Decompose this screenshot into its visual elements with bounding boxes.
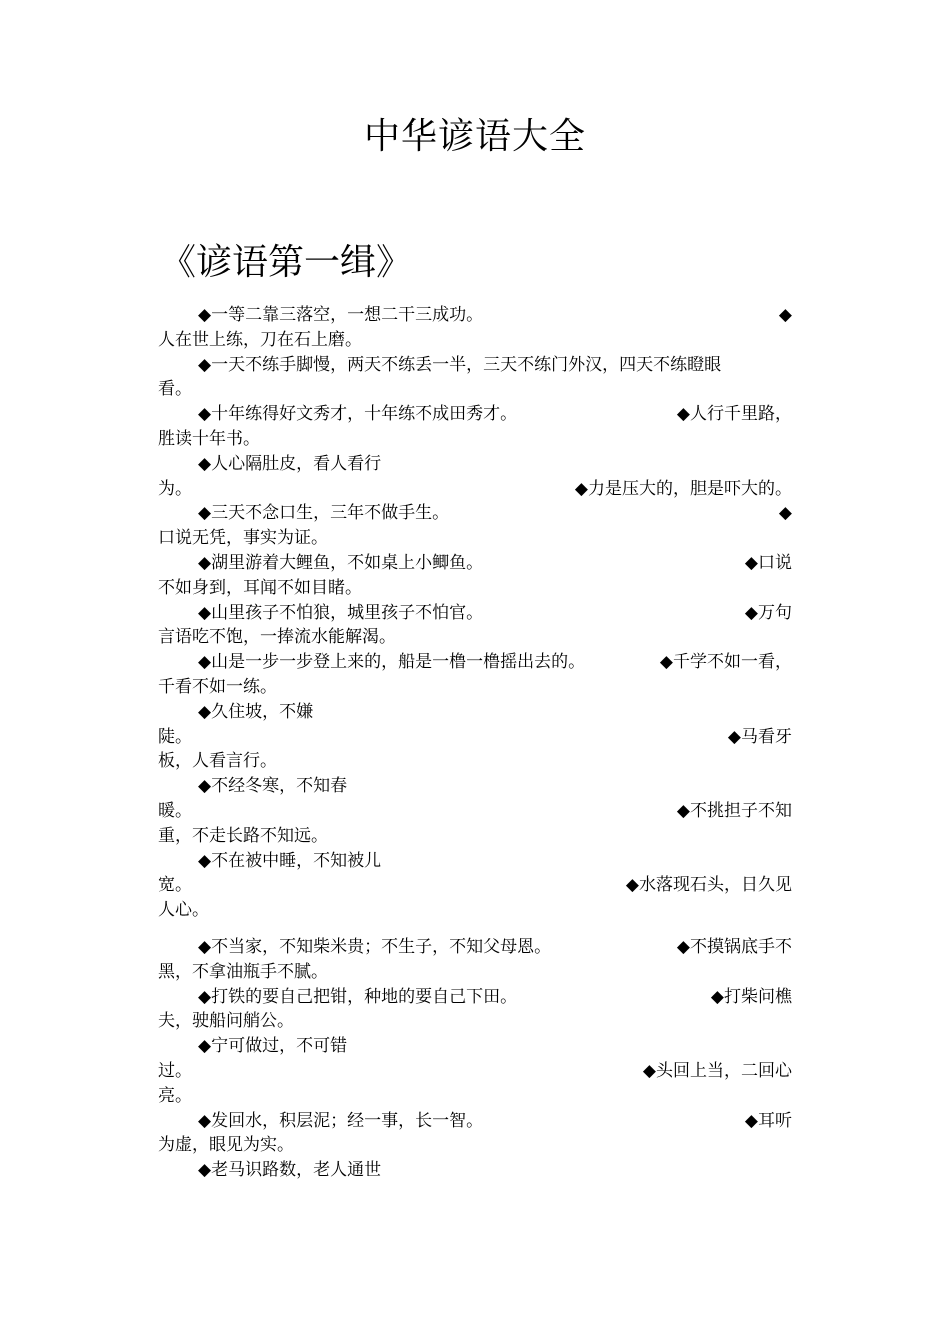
- text-line: [158, 650, 792, 675]
- proverb-text-right: ◆头回上当，二回心: [642, 1061, 792, 1081]
- proverb-text-right: ◆口说: [744, 553, 792, 573]
- line-start-text: 夫，驶船问艄公。: [158, 1011, 294, 1032]
- line-start-text: 过。: [158, 1061, 192, 1081]
- text-line: [158, 501, 792, 526]
- proverb-text: ◆不当家，不知柴米贵；不生子，不知父母恩。: [198, 937, 552, 957]
- proverb-text: ◆山是一步一步登上来的，船是一橹一橹摇出去的。: [198, 652, 586, 673]
- line-start-text: 重，不走长路不知远。: [158, 825, 328, 846]
- line-start-text: 陡。: [158, 726, 192, 747]
- text-line: [158, 935, 792, 960]
- text-line: [158, 576, 792, 601]
- proverb-text-right: ◆不挑担子不知: [676, 801, 792, 821]
- text-line: [158, 1084, 792, 1109]
- line-start-text: 暖。: [158, 801, 192, 821]
- text-line: [158, 675, 792, 700]
- text-line: [158, 1109, 792, 1134]
- proverb-text-right: ◆不摸锅底手不: [676, 937, 792, 957]
- line-start-text: 宽。: [158, 875, 192, 896]
- text-line: [158, 1059, 792, 1084]
- proverb-text: ◆一等二靠三落空，一想二干三成功。: [198, 305, 484, 325]
- proverb-text: ◆十年练得好文秀才，十年练不成田秀才。: [198, 404, 518, 425]
- line-start-text: 为。: [158, 478, 192, 499]
- line-start-text: 胜读十年书。: [158, 429, 260, 449]
- text-line: [158, 427, 792, 452]
- line-start-text: 看。: [158, 379, 192, 400]
- text-line: [158, 1133, 792, 1158]
- section-title: 《谚语第一缉》: [160, 242, 413, 283]
- proverb-text: ◆湖里游着大鲤鱼，不如桌上小鲫鱼。: [198, 553, 484, 573]
- line-start-text: 亮。: [158, 1085, 192, 1106]
- line-start-text: 不如身到，耳闻不如目睹。: [158, 577, 362, 598]
- text-line: [158, 725, 792, 750]
- proverb-text: ◆久住坡，不嫌: [198, 701, 314, 722]
- proverb-text: ◆不经冬寒，不知春: [198, 776, 348, 797]
- text-line: [158, 625, 792, 650]
- proverb-text-right: ◆力是压大的，胆是吓大的。: [574, 478, 792, 499]
- proverb-text-right: ◆马看牙: [727, 726, 792, 747]
- proverb-text-right: ◆打柴问樵: [710, 986, 792, 1007]
- line-start-text: 黑，不拿油瓶手不腻。: [158, 961, 328, 982]
- proverb-text: ◆山里孩子不怕狼，城里孩子不怕官。: [198, 602, 484, 623]
- proverb-text: ◆宁可做过，不可错: [198, 1036, 348, 1057]
- line-start-text: 千看不如一练。: [158, 677, 277, 697]
- text-line: [158, 960, 792, 985]
- text-line: [158, 303, 792, 328]
- proverb-text-right: ◆千学不如一看，: [659, 652, 792, 673]
- proverb-text-right: ◆万句: [744, 602, 792, 623]
- text-line: [158, 749, 792, 774]
- text-line: [158, 824, 792, 849]
- text-line: [158, 477, 792, 502]
- text-line: [158, 1034, 792, 1059]
- text-line: [158, 898, 792, 923]
- text-line: [158, 873, 792, 898]
- text-line: [158, 328, 792, 353]
- line-start-text: 言语吃不饱，一捧流水能解渴。: [158, 627, 396, 648]
- proverb-text: ◆打铁的要自己把钳，种地的要自己下田。: [198, 986, 518, 1007]
- text-line: [158, 377, 792, 402]
- line-start-text: 人心。: [158, 900, 209, 921]
- text-line: [158, 799, 792, 824]
- text-line: [158, 601, 792, 626]
- proverb-text: ◆一天不练手脚慢，两天不练丢一半，三天不练门外汉，四天不练瞪眼: [198, 354, 722, 375]
- text-line: [158, 774, 792, 799]
- proverb-text: ◆三天不念口生，三年不做手生。: [198, 503, 450, 524]
- proverb-text: ◆发回水，积层泥；经一事，长一智。: [198, 1110, 484, 1131]
- text-line: [158, 353, 792, 378]
- line-start-text: 板，人看言行。: [158, 751, 277, 772]
- document-title: 中华谚语大全: [363, 116, 586, 157]
- text-line: [158, 526, 792, 551]
- text-line: [158, 551, 792, 576]
- line-start-text: 为虚，眼见为实。: [158, 1135, 294, 1156]
- text-line: [158, 1009, 792, 1034]
- text-line: [158, 700, 792, 725]
- proverb-text-right: ◆: [778, 503, 792, 524]
- proverb-text-right: ◆耳听: [744, 1110, 792, 1131]
- text-line: [158, 402, 792, 427]
- text-line: [158, 1158, 792, 1183]
- line-start-text: 口说无凭，事实为证。: [158, 528, 328, 549]
- line-start-text: 人在世上练，刀在石上磨。: [158, 329, 362, 350]
- text-line: [158, 985, 792, 1010]
- proverb-text: ◆不在被中睡，不知被儿: [198, 850, 382, 871]
- proverb-text: ◆老马识路数，老人通世: [198, 1160, 382, 1181]
- proverb-text-right: ◆水落现石头，日久见: [625, 875, 792, 896]
- proverb-text: ◆人心隔肚皮，看人看行: [198, 453, 382, 474]
- text-line: [158, 452, 792, 477]
- proverb-text-right: ◆: [778, 305, 792, 325]
- proverb-text-right: ◆人行千里路，: [676, 404, 792, 425]
- text-line: [158, 849, 792, 874]
